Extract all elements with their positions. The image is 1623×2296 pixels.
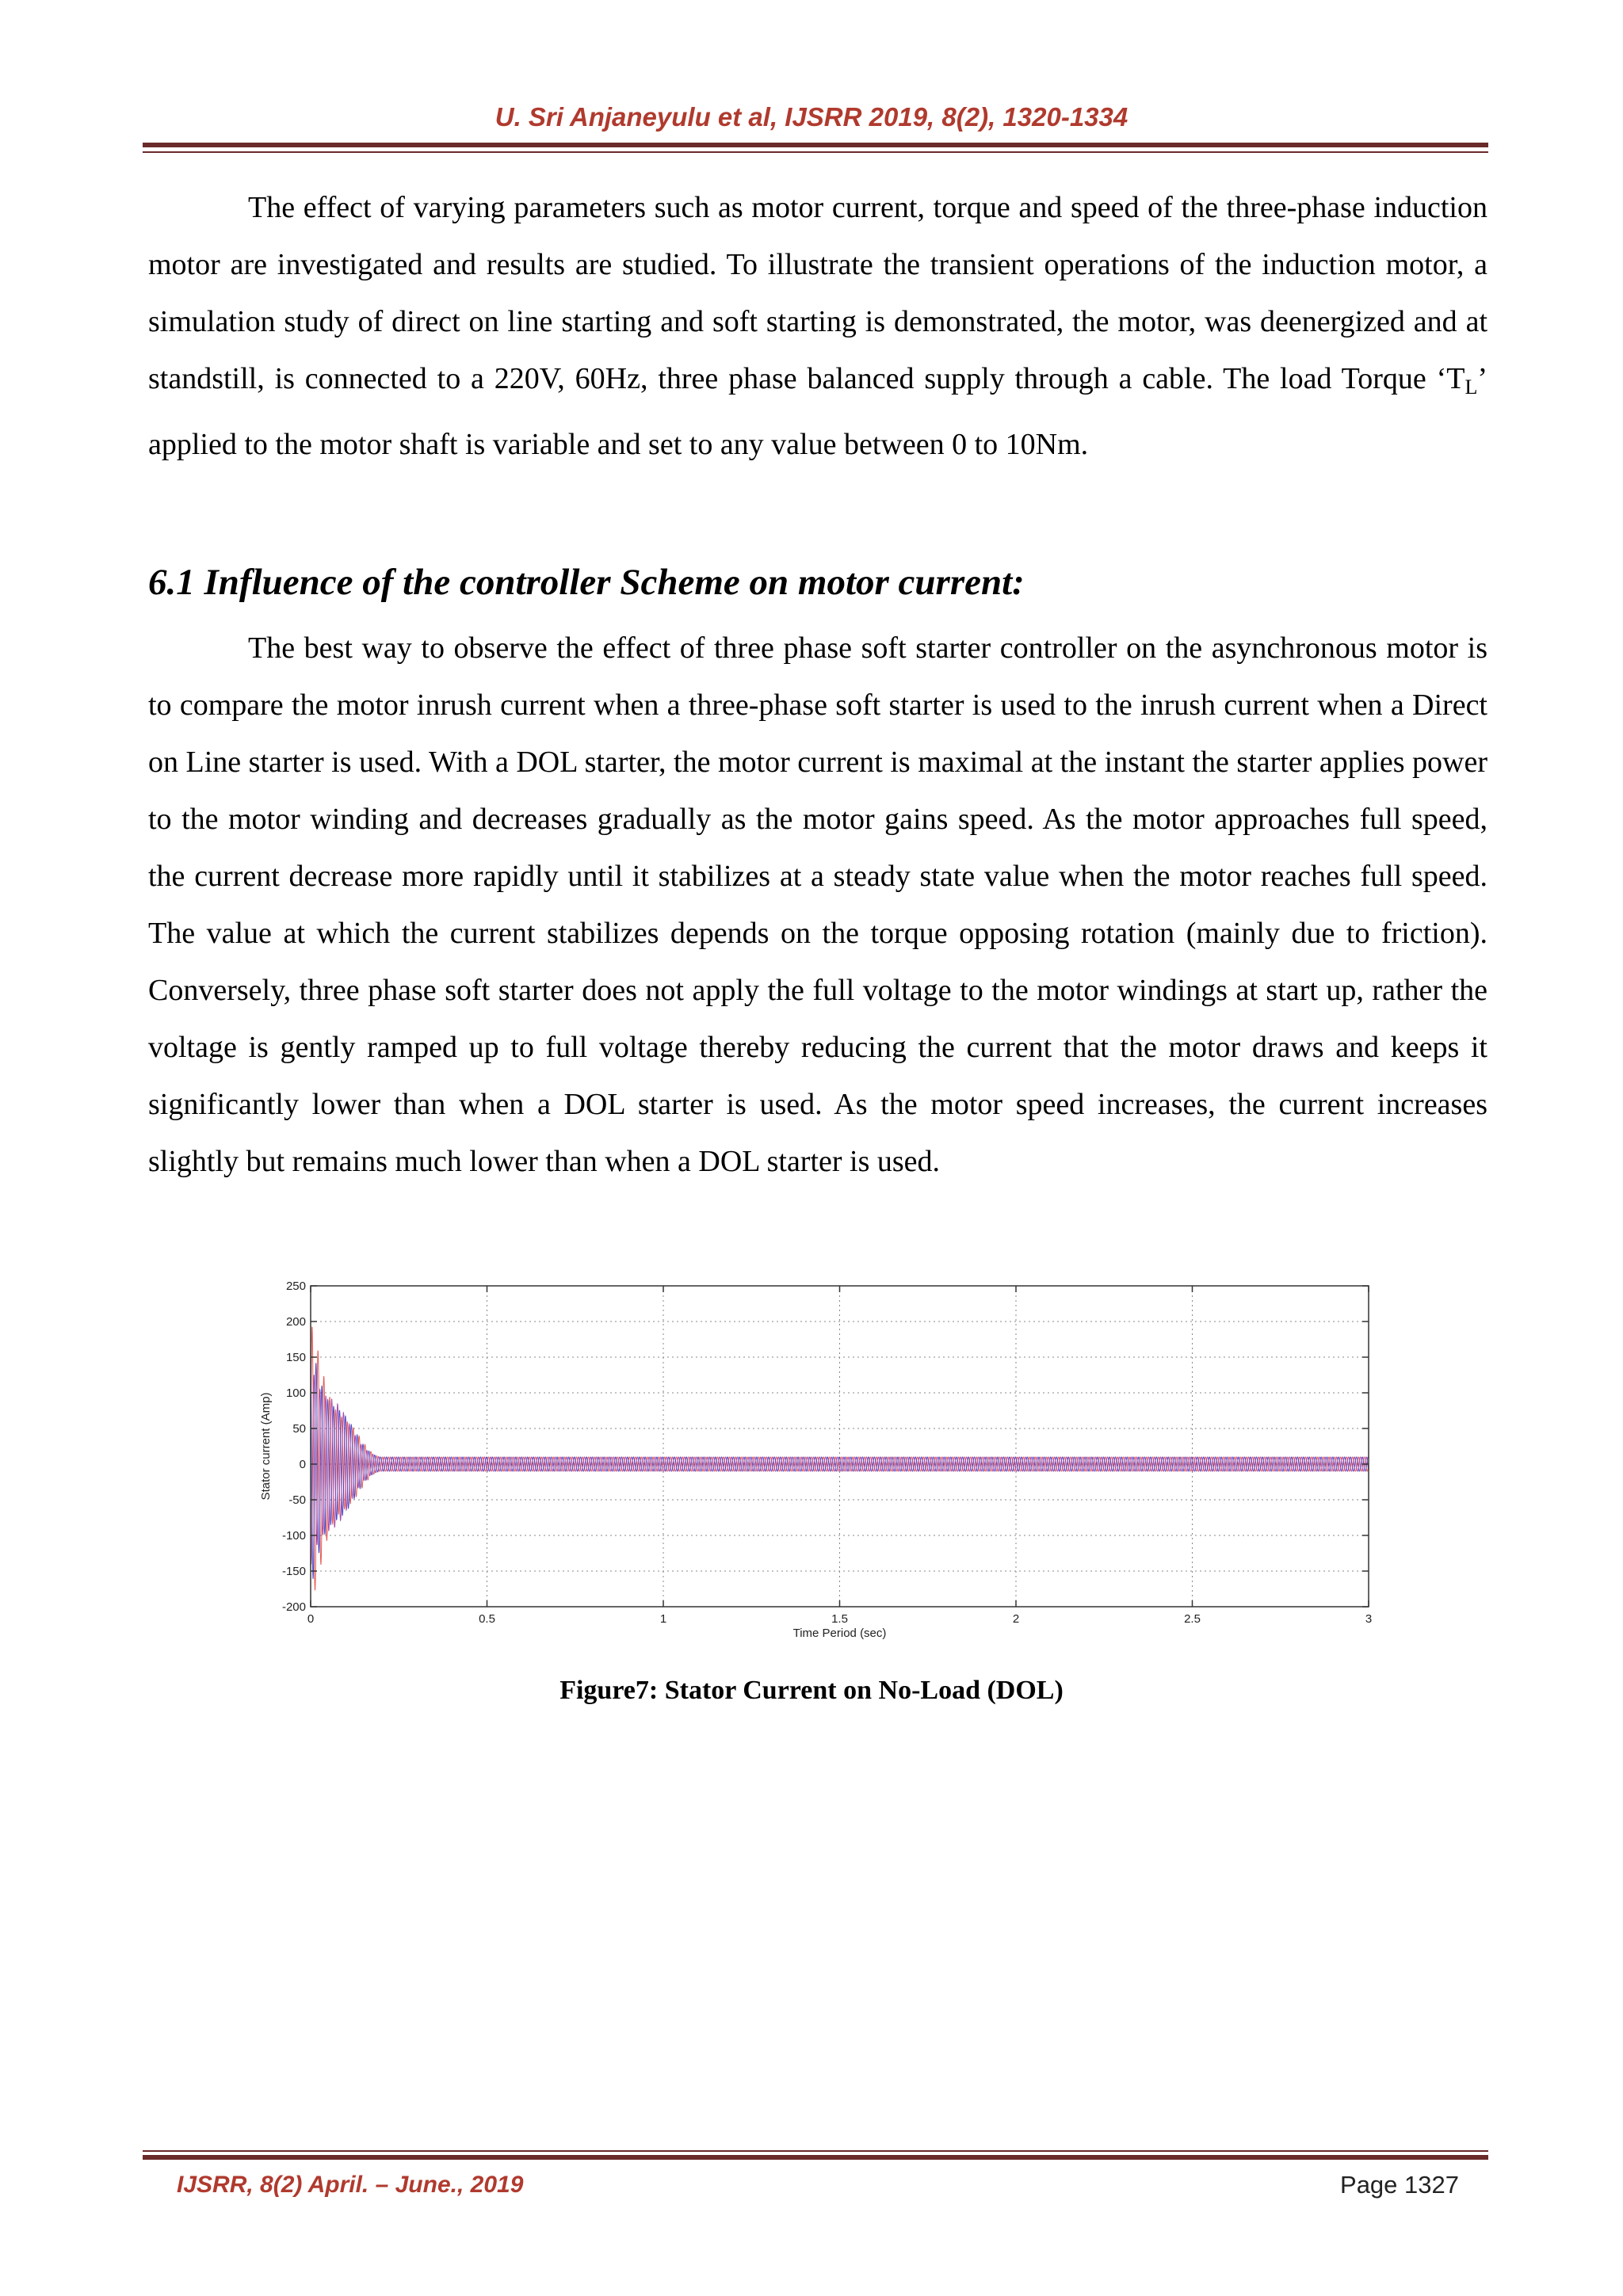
x-tick-label: 1: [659, 1612, 667, 1626]
section-heading: 6.1 Influence of the controller Scheme on motor current:: [148, 562, 1025, 603]
figure-caption: Figure7: Stator Current on No-Load (DOL): [559, 1676, 1064, 1705]
running-head: U. Sri Anjaneyulu et al, IJSRR 2019, 8(2), 1320-1334: [495, 102, 1128, 132]
intro-text-start: The effect of varying parameters such as motor current, torque and speed of the three-phase induction motor are investigated and results are studied. To illustrate the transient operations of the induction motor, a simulation study of direct on line starting and soft starting is demonstrated, the motor, was deenergized and at standstill, is connected to a 220V, 60Hz, three phase balanced supply through a cable. The load Torque ‘T: [148, 191, 1487, 395]
y-tick-label: 100: [285, 1386, 306, 1400]
y-axis-label: Stator current (Amp): [259, 1392, 273, 1501]
x-tick-label: 3: [1365, 1612, 1373, 1626]
y-tick-label: -50: [288, 1493, 306, 1507]
y-tick-label: -150: [281, 1565, 306, 1578]
x-tick-label: 0: [307, 1612, 315, 1626]
x-tick-label: 2.5: [1184, 1612, 1201, 1626]
footer-journal: IJSRR, 8(2) April. – June., 2019: [177, 2172, 524, 2198]
x-tick-label: 2: [1012, 1612, 1020, 1626]
page-number: Page 1327: [1340, 2171, 1459, 2199]
y-tick-label: 150: [285, 1351, 306, 1364]
x-tick-label: 1.5: [831, 1612, 848, 1626]
y-tick-label: 250: [285, 1280, 306, 1293]
y-tick-label: 50: [292, 1422, 306, 1436]
x-tick-label: 0.5: [479, 1612, 495, 1626]
x-axis-label: Time Period (sec): [792, 1627, 887, 1640]
chart-ticks: [282, 1280, 1372, 1626]
header-rule-thick: [143, 143, 1488, 147]
phase-trace-3: [311, 1375, 1369, 1564]
intro-paragraph: [148, 179, 1487, 473]
header-rule-thin: [143, 151, 1488, 153]
section-paragraph-text: The best way to observe the effect of three phase soft starter controller on the asynchronous motor is to compare the motor inrush current when a three-phase soft starter is used to the inrush current when a Direct on Line starter is used. With a DOL starter, the motor current is maximal at the instant the starter applies power to the motor winding and decreases gradually as the motor gains speed. As the motor approaches full speed, the current decrease more rapidly until it stabilizes at a steady state value when the motor reaches full speed. The value at which the current stabilizes depends on the torque opposing rotation (mainly due to friction). Conversely, three phase soft starter does not apply the full voltage to the motor windings at start up, rather the voltage is gently ramped up to full voltage thereby reducing the current that the motor draws and keeps it significantly lower than when a DOL starter is used. As the motor speed increases, the current increases slightly but remains much lower than when a DOL starter is used.: [148, 631, 1487, 1178]
torque-subscript: L: [1465, 376, 1478, 399]
stator-current-chart: [254, 1272, 1379, 1652]
intro-text-end: ’ applied to the motor shaft is variable and set to any value between 0 to 10Nm.: [148, 362, 1487, 461]
section-paragraph: [148, 620, 1487, 1190]
y-tick-label: 200: [285, 1315, 306, 1329]
chart-traces: [311, 1327, 1369, 1591]
y-tick-label: -100: [281, 1529, 306, 1543]
y-tick-label: -200: [281, 1600, 306, 1614]
y-tick-label: 0: [299, 1458, 306, 1471]
footer-rule-thick: [143, 2155, 1488, 2160]
footer-rule-thin: [143, 2150, 1488, 2152]
chart-grid: [311, 1286, 1369, 1607]
